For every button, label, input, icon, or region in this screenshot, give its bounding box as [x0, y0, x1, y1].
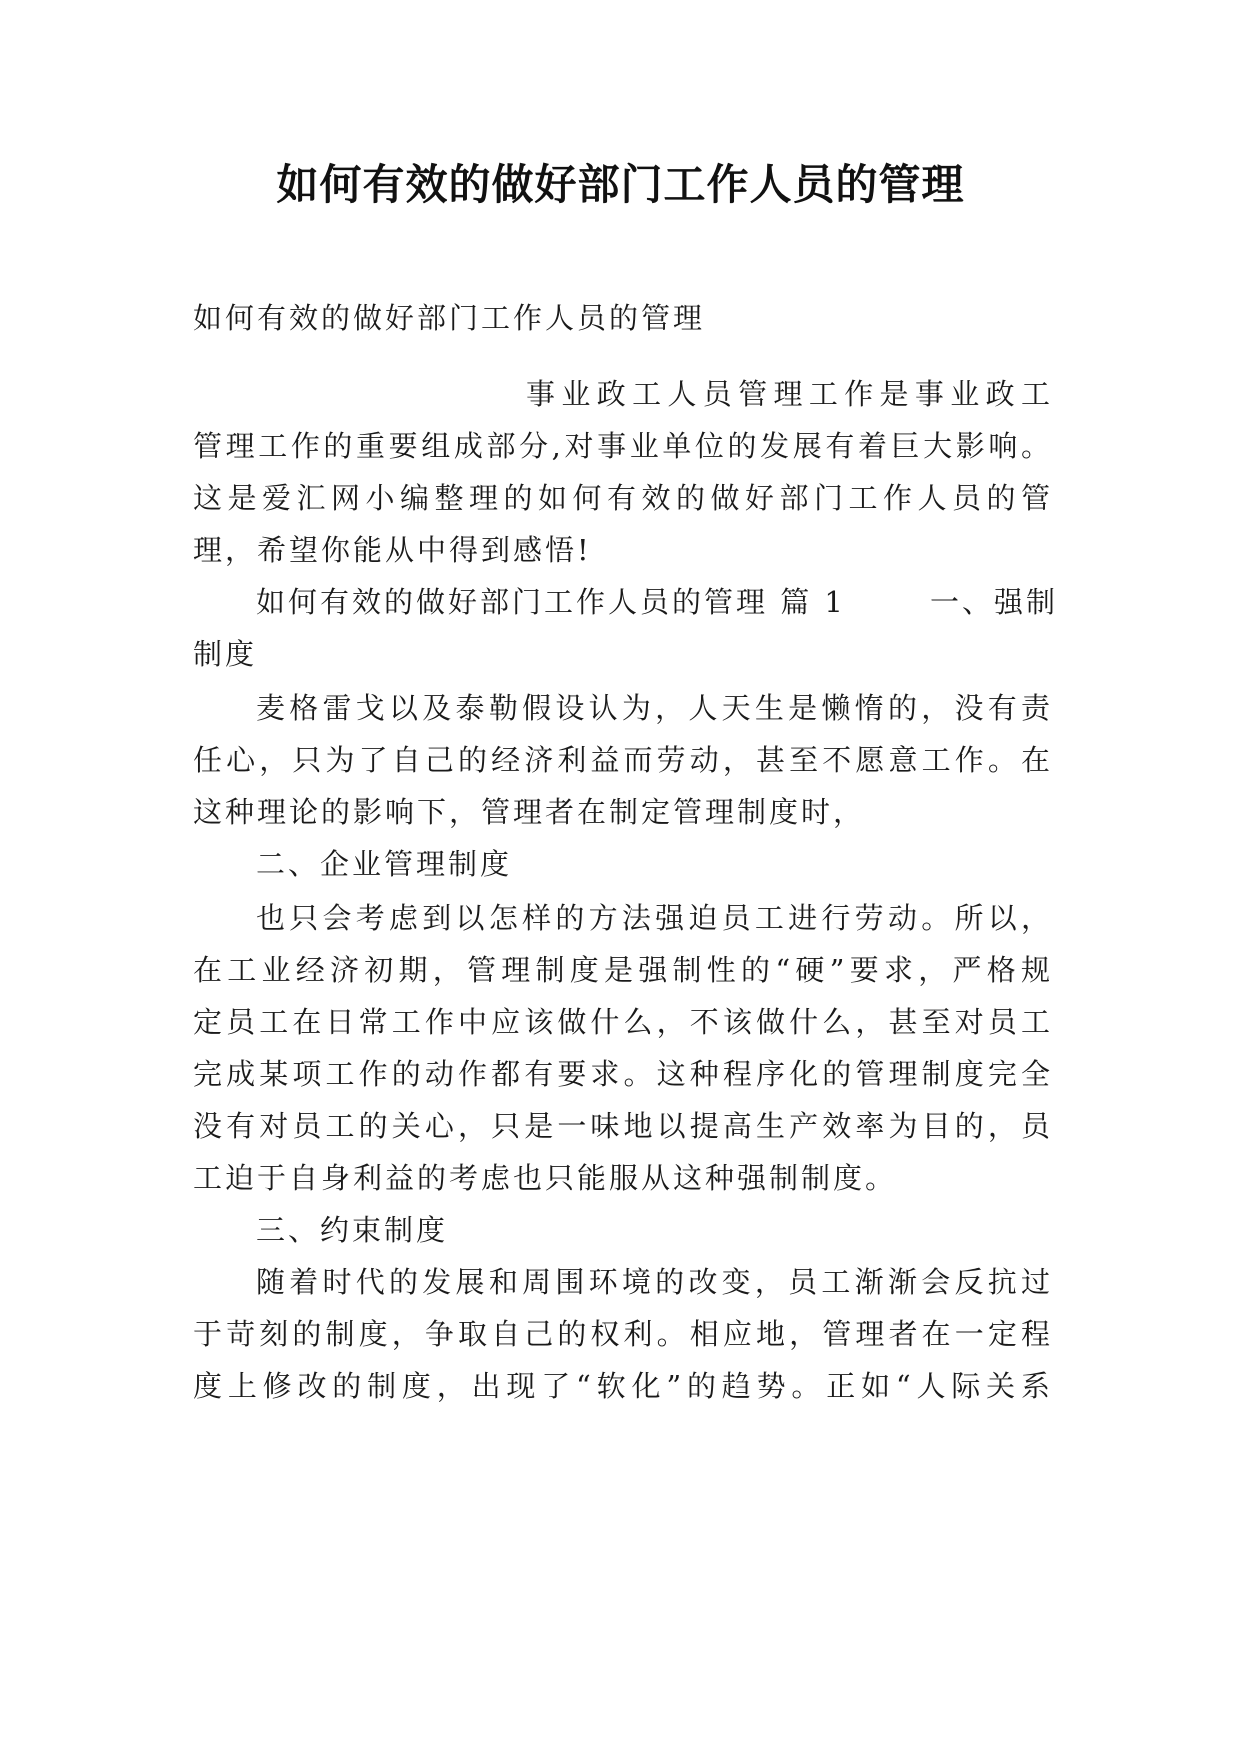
intro-line: 理，希望你能从中得到感悟! [193, 533, 592, 567]
paragraph-line: 随着时代的发展和周围环境的改变，员工渐渐会反抗过 [256, 1265, 1053, 1299]
section-heading: 如何有效的做好部门工作人员的管理 篇 1 [256, 585, 846, 619]
intro-line: 管理工作的重要组成部分,对事业单位的发展有着巨大影响。 [193, 429, 1053, 463]
document-title: 如何有效的做好部门工作人员的管理 [276, 160, 965, 209]
paragraph-line: 这种理论的影响下，管理者在制定管理制度时， [193, 795, 866, 829]
paragraph-line: 没有对员工的关心，只是一味地以提高生产效率为目的，员 [193, 1109, 1053, 1143]
paragraph-line: 完成某项工作的动作都有要求。这种程序化的管理制度完全 [193, 1057, 1053, 1091]
paragraph-line: 度上修改的制度，出现了“软化”的趋势。正如“人际关系 [193, 1369, 1053, 1403]
paragraph-line: 任心，只为了自己的经济利益而劳动，甚至不愿意工作。在 [193, 743, 1053, 777]
paragraph-line: 于苛刻的制度，争取自己的权利。相应地，管理者在一定程 [193, 1317, 1053, 1351]
paragraph-line: 定员工在日常工作中应该做什么，不该做什么，甚至对员工 [193, 1005, 1053, 1039]
section-heading: 三、约束制度 [256, 1213, 449, 1247]
paragraph-line: 也只会考虑到以怎样的方法强迫员工进行劳动。所以， [256, 901, 1053, 935]
paragraph-line: 在工业经济初期，管理制度是强制性的“硬”要求，严格规 [193, 953, 1053, 987]
paragraph-line: 工迫于自身利益的考虑也只能服从这种强制制度。 [193, 1161, 898, 1195]
intro-line: 事业政工人员管理工作是事业政工 [526, 377, 1053, 411]
document-subtitle: 如何有效的做好部门工作人员的管理 [193, 301, 706, 335]
paragraph-line: 麦格雷戈以及泰勒假设认为，人天生是懒惰的，没有责 [256, 691, 1053, 725]
subsection-heading-start: 一、强制 [930, 585, 1059, 619]
subsection-heading-end: 制度 [193, 637, 258, 671]
section-heading: 二、企业管理制度 [256, 847, 513, 881]
intro-line: 这是爱汇网小编整理的如何有效的做好部门工作人员的管 [193, 481, 1053, 515]
